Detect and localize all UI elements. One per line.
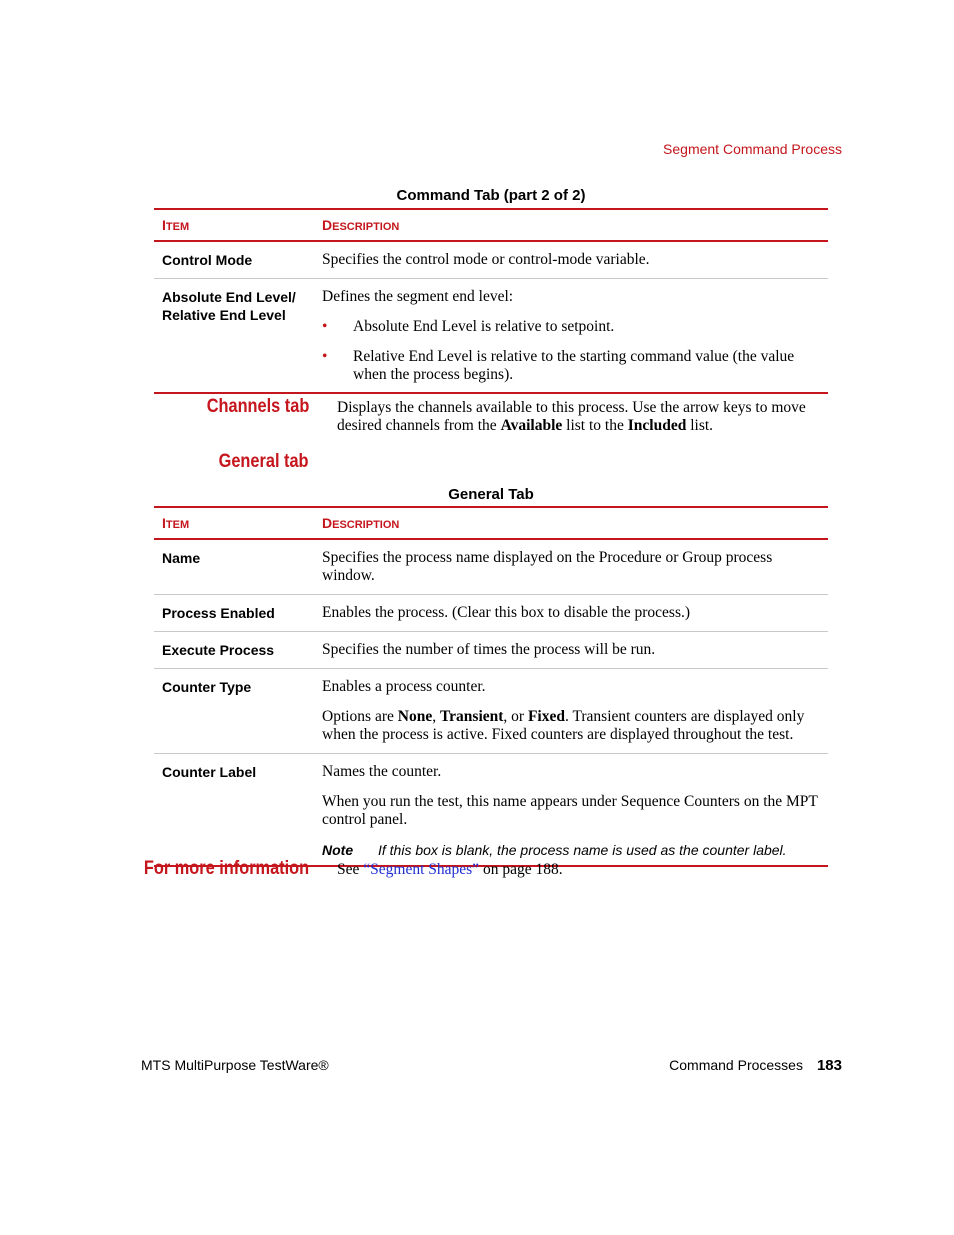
general-table-header [154, 507, 828, 539]
table-row [154, 754, 828, 867]
row-item: Counter Label [154, 754, 322, 867]
item-column-header: ITEM [154, 209, 322, 241]
channels-tab-text: Displays the channels available to this process. Use the arrow keys to move desired channels from the Available list to the Included list. [337, 399, 806, 434]
list-item: • Relative End Level is relative to the starting command value (the value when the process begins). [322, 348, 795, 383]
general-table [154, 506, 828, 867]
bullet-icon: • [322, 348, 328, 365]
bullet-list [322, 318, 820, 384]
table-row [154, 241, 828, 279]
row-description: Defines the segment end level: • Absolute End Level is relative to setpoint. • Relative End Level is relative to the starting command value (the value when the process begins). [322, 279, 828, 394]
footer-product-name: MTS MultiPurpose TestWare® [141, 1057, 329, 1073]
command-table [154, 208, 828, 394]
list-item: • Absolute End Level is relative to setpoint. [322, 318, 615, 335]
general-tab-heading: General tab [219, 451, 309, 472]
row-item: Counter Type [154, 669, 322, 754]
footer-section: Command Processes [669, 1057, 803, 1073]
table-row [154, 595, 828, 632]
table-row [154, 669, 828, 754]
note-label: Note [322, 842, 354, 858]
row-description: Enables the process. (Clear this box to disable the process.) [322, 595, 828, 632]
description-column-header: DESCRIPTION [322, 209, 828, 241]
channels-tab-heading: Channels tab [206, 396, 309, 417]
row-item: Execute Process [154, 632, 322, 669]
row-description: Specifies the number of times the process will be run. [322, 632, 828, 669]
table-row [154, 632, 828, 669]
general-table-caption: General Tab [448, 486, 534, 503]
segment-shapes-link[interactable]: “Segment Shapes” [363, 861, 480, 878]
running-head: Segment Command Process [663, 141, 842, 157]
note [322, 841, 820, 859]
more-info-text: See “Segment Shapes” on page 188. [337, 861, 563, 878]
row-description: Specifies the control mode or control-mode variable. [322, 241, 828, 279]
table-row [154, 539, 828, 595]
more-info-heading: For more information [143, 858, 309, 879]
description-column-header: DESCRIPTION [322, 507, 828, 539]
bullet-icon: • [322, 318, 328, 335]
row-item: Absolute End Level/ Relative End Level [154, 279, 322, 394]
command-table-caption: Command Tab (part 2 of 2) [396, 187, 586, 204]
item-column-header: ITEM [154, 507, 322, 539]
command-table-header [154, 209, 828, 241]
row-item: Process Enabled [154, 595, 322, 632]
row-item: Name [154, 539, 322, 595]
row-description: Names the counter. When you run the test, this name appears under Sequence Counters on the MPT control panel. Note If this box is blank, the process name is used as the counter label. [322, 754, 828, 867]
page-number: 183 [816, 1057, 842, 1074]
row-item: Control Mode [154, 241, 322, 279]
footer-right [669, 1057, 842, 1074]
note-text: If this box is blank, the process name is used as the counter label. [378, 842, 787, 858]
table-row [154, 279, 828, 394]
row-description: Enables a process counter. Options are None, Transient, or Fixed. Transient counters are displayed only when the process is active. Fixed counters are displayed throughout the test. [322, 669, 828, 754]
row-description: Specifies the process name displayed on the Procedure or Group process window. [322, 539, 828, 595]
